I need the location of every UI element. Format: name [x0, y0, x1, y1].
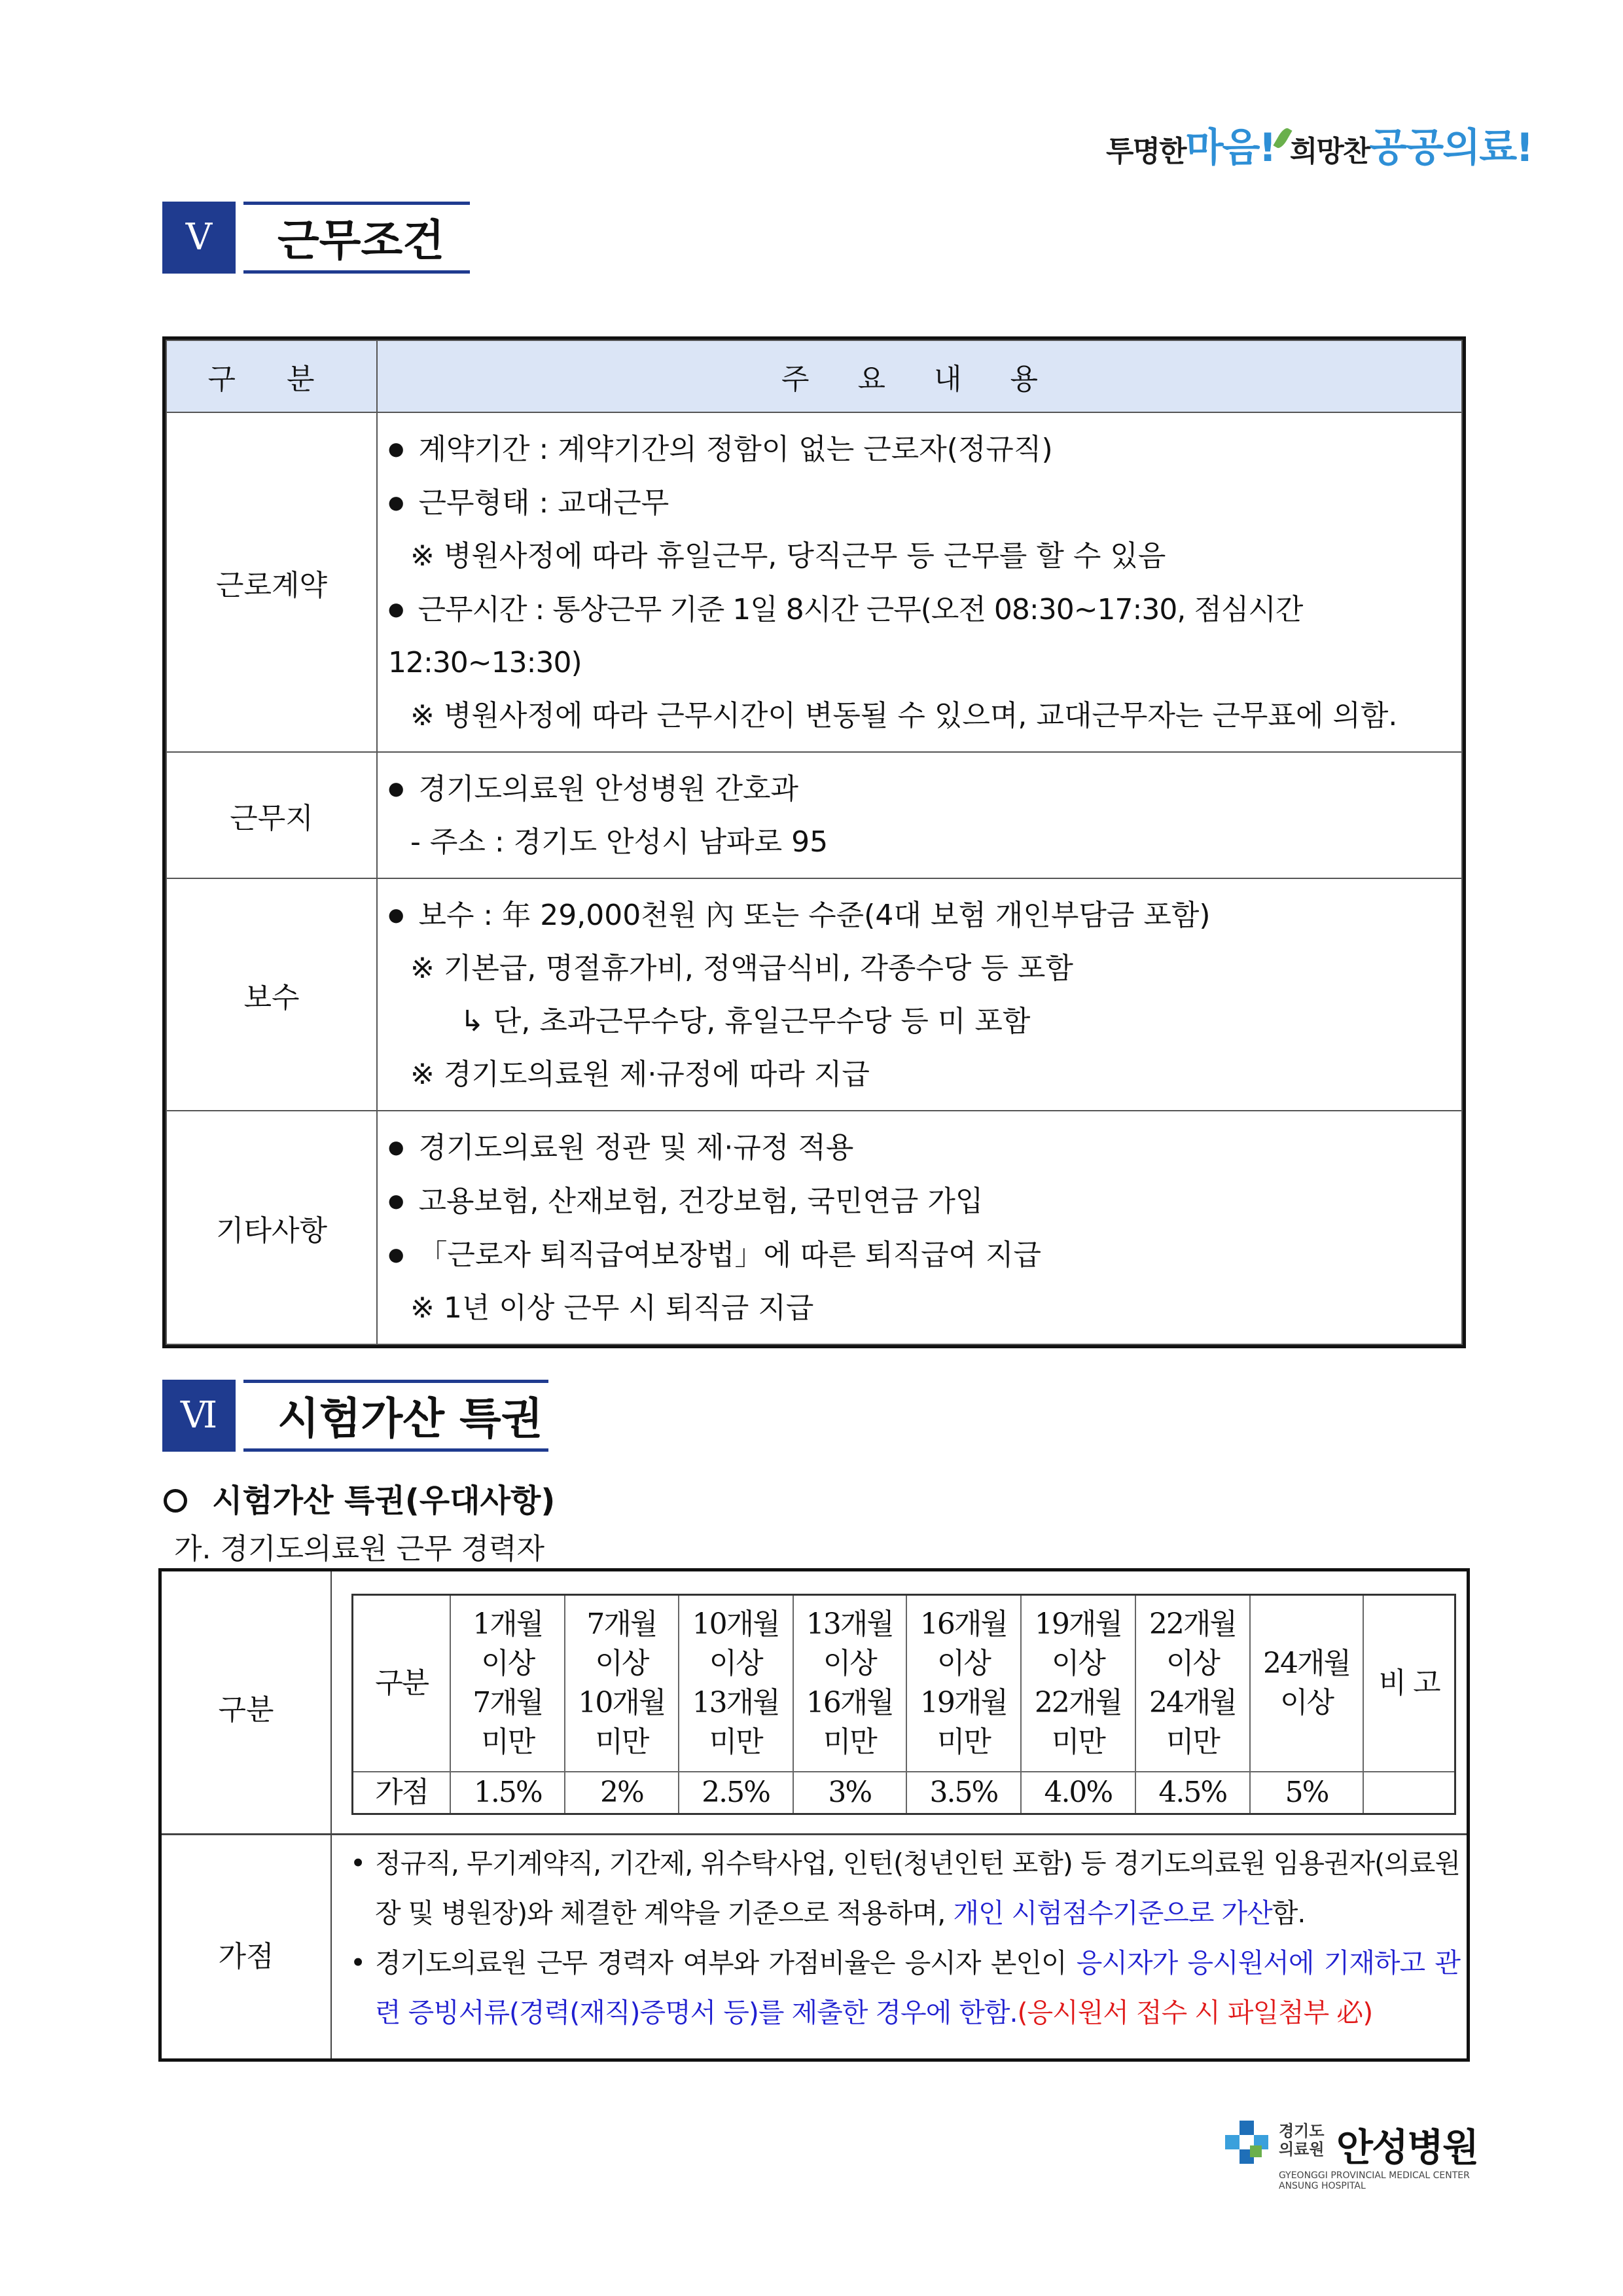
- bonus-value: 2.5%: [679, 1772, 793, 1814]
- list-item: ● 보수 : 年 29,000천원 內 또는 수준(4대 보험 개인부담금 포함): [388, 888, 1448, 942]
- list-item: ● 경기도의료원 정관 및 제·규정 적용: [388, 1121, 1448, 1174]
- row-label: 구분: [218, 1693, 274, 1727]
- note-text: 경기도의료원 근무 경력자 여부와 가점비율은 응시자 본인이: [375, 1947, 1077, 1979]
- medical-cross-icon: [1224, 2119, 1270, 2165]
- column-header: 13개월 이상 16개월 미만: [793, 1595, 906, 1772]
- circle-icon: [164, 1489, 187, 1513]
- bonus-value: [1363, 1772, 1455, 1814]
- list-item: ● 「근로자 퇴직급여보장법」에 따른 퇴직급여 지급: [388, 1228, 1448, 1282]
- list-heading-text: 시험가산 특권(우대사항): [212, 1482, 556, 1519]
- bonus-value: 3%: [793, 1772, 906, 1814]
- note-item: ↳ 단, 초과근무수당, 휴일근무수당 등 미 포함: [460, 1005, 1031, 1038]
- logo-english: [1279, 2170, 1470, 2191]
- row-content: [377, 878, 1462, 1111]
- notes: [344, 1839, 1460, 2037]
- list-item: ● 근무형태 : 교대근무: [388, 476, 1448, 529]
- note-highlight: 개인 시험점수기준으로 가산: [953, 1897, 1272, 1929]
- column-header: 24개월 이상: [1250, 1595, 1363, 1772]
- address-item: - 주소 : 경기도 안성시 남파로 95: [410, 825, 829, 859]
- row-category: 근무지: [166, 752, 377, 878]
- note-item: ※ 병원사정에 따라 근무시간이 변동될 수 있으며, 교대근무자는 근무표에 의함.: [410, 699, 1398, 732]
- divider: [162, 1833, 1467, 1835]
- row-content: [377, 412, 1462, 752]
- list-subheading: 가. 경기도의료원 근무 경력자: [174, 1532, 544, 1566]
- table-header: 구 분: [166, 340, 377, 412]
- list-item: ● 근무시간 : 통상근무 기준 1일 8시간 근무(오전 08:30~17:30, 점심시간 12:30~13:30): [388, 583, 1448, 689]
- section-title: 시험가산 특권: [243, 1380, 548, 1452]
- section-number: V: [162, 202, 236, 274]
- note-item: [344, 1938, 1460, 2037]
- slogan-part: 희망찬: [1289, 135, 1370, 168]
- slogan: [1106, 117, 1533, 173]
- note-item: ※ 경기도의료원 제·규정에 따라 지급: [410, 1058, 870, 1091]
- bonus-value: 4.5%: [1135, 1772, 1250, 1814]
- column-header: 16개월 이상 19개월 미만: [906, 1595, 1021, 1772]
- list-heading: [164, 1475, 555, 1520]
- logo-name: 안성병원: [1336, 2125, 1478, 2170]
- column-header: 22개월 이상 24개월 미만: [1135, 1595, 1250, 1772]
- row-label: 가점: [353, 1772, 451, 1814]
- bonus-value: 3.5%: [906, 1772, 1021, 1814]
- note-item: [344, 1839, 1460, 1938]
- work-conditions-table: [162, 336, 1466, 1348]
- divider: [330, 1571, 332, 2058]
- list-item: ● 고용보험, 산재보험, 건강보험, 국민연금 가입: [388, 1174, 1448, 1228]
- slogan-part: 투명한: [1106, 135, 1186, 168]
- column-header: 7개월 이상 10개월 미만: [565, 1595, 678, 1772]
- note-text: 함.: [1272, 1897, 1306, 1929]
- note-warning: (응시원서 접수 시 파일첨부 必): [1017, 1997, 1373, 2028]
- slogan-part: 마음!: [1185, 125, 1275, 171]
- note-item: ※ 1년 이상 근무 시 퇴직금 지급: [410, 1291, 814, 1325]
- bonus-value: 5%: [1250, 1772, 1363, 1814]
- hospital-logo: [1224, 2119, 1499, 2198]
- bonus-points-table: [158, 1568, 1470, 2062]
- row-category: 보수: [166, 878, 377, 1111]
- bonus-value: 1.5%: [450, 1772, 565, 1814]
- list-item: ● 경기도의료원 안성병원 간호과: [388, 762, 1448, 816]
- bonus-value: 4.0%: [1021, 1772, 1135, 1814]
- column-header: 1개월 이상 7개월 미만: [450, 1595, 565, 1772]
- column-header: 비 고: [1363, 1595, 1455, 1772]
- column-label: 구분: [353, 1595, 451, 1772]
- note-highlight: 응시자가 응시원서에 기재하고 관련 증빙서류(경력(재직)증명서 등)를 제출한 경우에 한함.: [375, 1947, 1460, 2028]
- list-item: ● 계약기간 : 계약기간의 정함이 없는 근로자(정규직): [388, 422, 1448, 476]
- row-content: [377, 752, 1462, 878]
- slogan-part: 공공의료!: [1369, 125, 1533, 171]
- table-header: 주 요 내 용: [377, 340, 1462, 412]
- note-text: 정규직, 무기계약직, 기간제, 위수탁사업, 인턴(청년인턴 포함) 등 경기도의료원 임용권자(의료원장 및 병원장)와 체결한 계약을 기준으로 적용하며,: [375, 1848, 1460, 1929]
- column-header: 19개월 이상 22개월 미만: [1021, 1595, 1135, 1772]
- logo-org-line: 의료원: [1279, 2140, 1325, 2159]
- row-label: 가점: [218, 1940, 274, 1973]
- logo-english-line: ANSUNG HOSPITAL: [1279, 2181, 1366, 2191]
- note-item: ※ 기본급, 명절휴가비, 정액급식비, 각종수당 등 포함: [410, 952, 1073, 985]
- row-category: 근로계약: [166, 412, 377, 752]
- logo-english-line: GYEONGGI PROVINCIAL MEDICAL CENTER: [1279, 2170, 1470, 2181]
- section-number: Ⅵ: [162, 1380, 236, 1452]
- column-header: 10개월 이상 13개월 미만: [679, 1595, 793, 1772]
- bonus-value: 2%: [565, 1772, 678, 1814]
- section-title: 근무조건: [243, 202, 470, 274]
- logo-org: [1279, 2122, 1325, 2159]
- note-item: ※ 병원사정에 따라 휴일근무, 당직근무 등 근무를 할 수 있음: [410, 539, 1166, 573]
- row-category: 기타사항: [166, 1111, 377, 1344]
- row-content: [377, 1111, 1462, 1344]
- bonus-rate-table: [351, 1594, 1456, 1815]
- logo-org-line: 경기도: [1279, 2122, 1325, 2140]
